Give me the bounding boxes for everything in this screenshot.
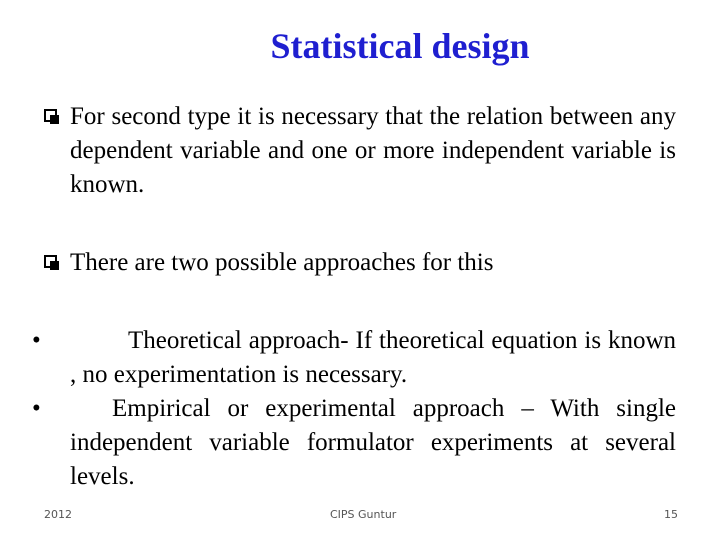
dot-bullet-icon: • — [32, 395, 41, 422]
paragraph-text — [70, 324, 676, 392]
footer-date: 2012 — [44, 508, 72, 521]
paragraph-text-content: Theoretical approach- If theoretical equation is known , no experimentation is necessary. — [70, 327, 676, 388]
paragraph-text-content: Empirical or experimental approach – With single independent variable formulator experiments at several levels. — [70, 395, 676, 490]
paragraph-text: For second type it is necessary that the relation between any dependent variable and one or more independent variable is known. — [70, 103, 676, 198]
bullet-paragraph-4 — [32, 392, 676, 494]
checkbox-bullet-icon — [44, 255, 57, 268]
footer-page-number: 15 — [664, 508, 678, 521]
paragraph-text: There are two possible approaches for this — [70, 249, 494, 276]
slide-body — [32, 100, 676, 494]
dot-bullet-icon: • — [32, 327, 41, 354]
bullet-paragraph-1 — [44, 100, 676, 202]
bullet-paragraph-3 — [32, 324, 676, 392]
footer-organization: CIPS Guntur — [330, 508, 397, 521]
paragraph-text — [70, 392, 676, 494]
checkbox-bullet-icon — [44, 109, 57, 122]
bullet-paragraph-2 — [44, 246, 676, 280]
slide-title: Statistical design — [270, 26, 530, 66]
